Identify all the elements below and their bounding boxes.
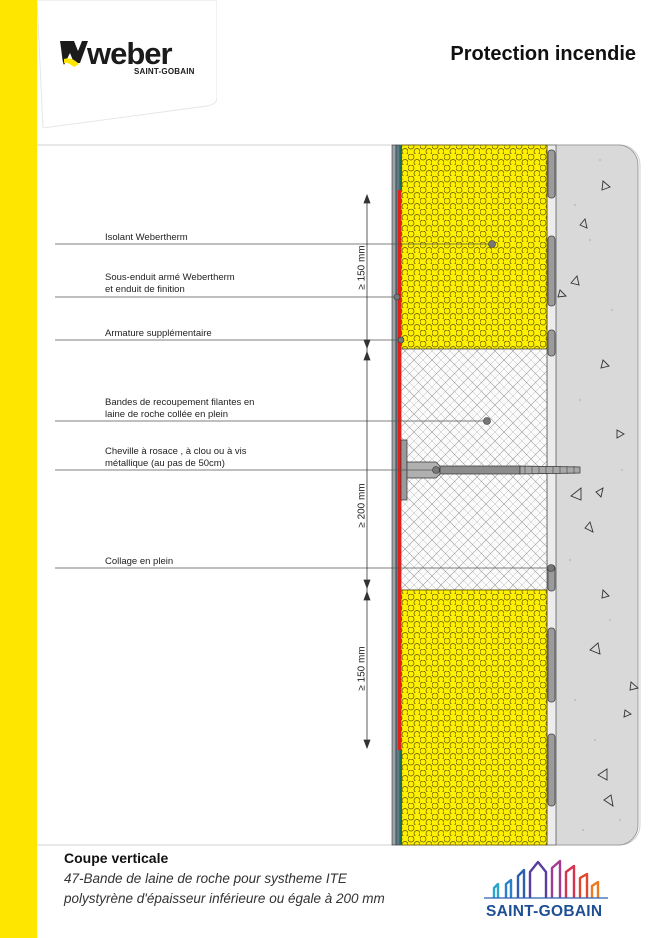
- callout-cheville: Cheville à rosace , à clou ou à vis métallique (au pas de 50cm): [105, 446, 247, 469]
- callout-isolant: Isolant Webertherm: [105, 232, 188, 243]
- caption-title: Coupe verticale: [64, 850, 169, 866]
- saint-gobain-skyline-icon: [484, 858, 634, 904]
- callout-sous-enduit: Sous-enduit armé Webertherm et enduit de finition: [105, 272, 235, 295]
- logo-wordmark: weber: [87, 36, 172, 71]
- logo-subtitle: SAINT-GOBAIN: [134, 67, 195, 76]
- callout-bandes: Bandes de recoupement filantes en laine de roche collée en plein: [105, 397, 255, 420]
- caption-line-1: 47-Bande de laine de roche pour systheme ITE: [64, 871, 347, 886]
- callout-collage: Collage en plein: [105, 556, 174, 567]
- caption-line-2: polystyrène d'épaisseur inférieure ou égale à 200 mm: [64, 891, 385, 906]
- page-title: Protection incendie: [450, 43, 636, 65]
- dimension-label-bottom: ≥ 150 mm: [356, 646, 368, 691]
- saint-gobain-wordmark: SAINT-GOBAIN: [486, 903, 603, 920]
- dimension-label-middle: ≥ 200 mm: [356, 483, 368, 528]
- callout-armature: Armature supplémentaire: [105, 328, 212, 339]
- dimension-label-top: ≥ 150 mm: [356, 245, 368, 290]
- saint-gobain-logo: [484, 858, 634, 924]
